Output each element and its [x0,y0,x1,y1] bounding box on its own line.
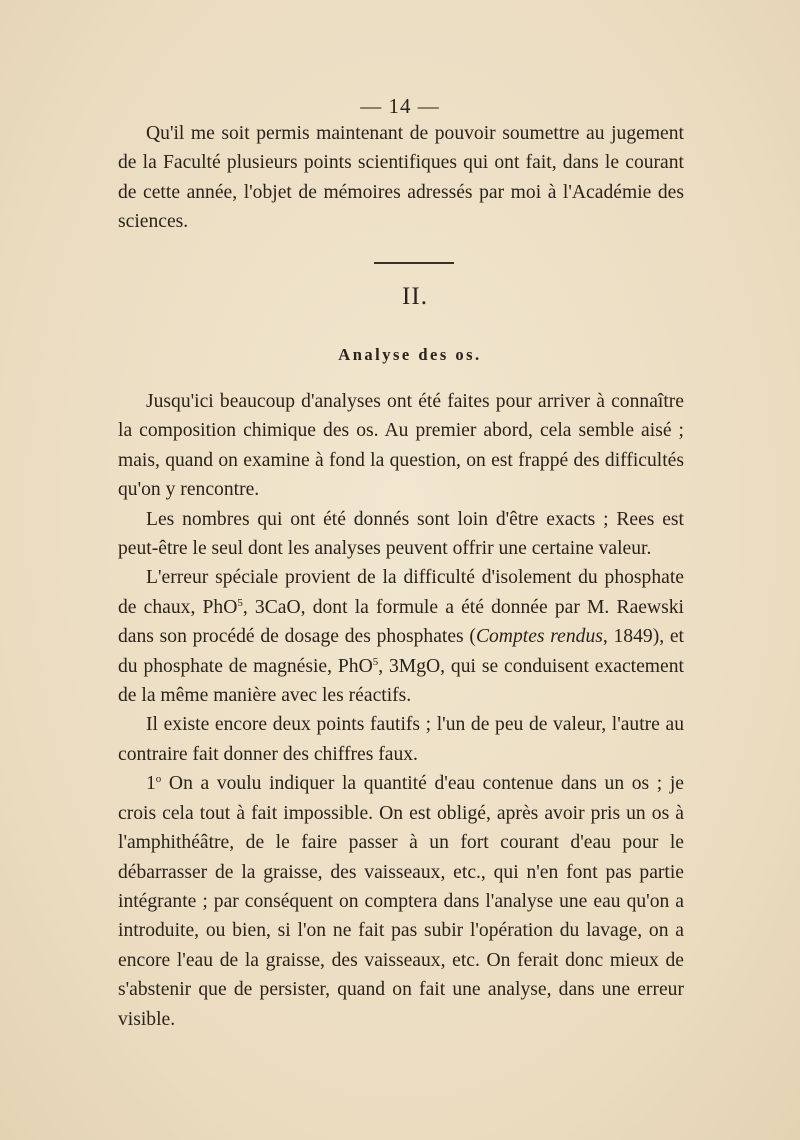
citation: Comptes rendus [475,626,603,648]
superscript: 5 [237,596,243,609]
paragraph-text: , 3CaO, dont la formule a été donnée par M. Raewski dans son procédé de dosage des phosphates ( [118,596,684,648]
page-number: — 14 — [360,94,440,118]
paragraph [118,769,684,1034]
paragraph-text: , 3MgO, qui se conduisent exactement de la même manière avec les réactifs. [118,655,684,707]
section-body [118,387,684,1034]
paragraph [118,563,684,710]
superscript: o [155,773,162,786]
section-title: Analyse des os. [338,345,482,364]
paragraph: Les nombres qui ont été donnés sont loin d'être exacts ; Rees est peut-être le seul dont les analyses peuvent offrir une certaine valeur. [118,508,684,560]
superscript: 5 [372,655,379,668]
paragraph: Il existe encore deux points fautifs ; l'un de peu de valeur, l'autre au contraire fait donner des chiffres faux. [118,714,684,765]
paragraph-text: On a voulu indiquer la quantité d'eau contenue dans un os ; je crois cela tout à fait impossible. On est obligé, après avoir pris un os à l'amphithéâtre, de le faire passer à un fort courant d'eau pour le débarrasser de la graisse, des vaisseaux, etc., qui n'en font pas partie intégrante ; par conséquent on comptera dans l'analyse une eau qu'on a introduite, ou bien, si l'on ne fait pas subir l'opération du lavage, on a encore l'eau de la graisse, des vaisseaux, etc. On ferait donc mieux de s'abstenir que de persister, quand on fait une analyse, dans une erreur visible. [118,773,684,1030]
section-number: II. [402,283,428,310]
intro-paragraph-block [118,119,684,237]
paragraph-text: L'erreur spéciale provient de la difficulté d'isolement du phosphate de chaux, PhO [118,567,684,618]
intro-paragraph: Qu'il me soit permis maintenant de pouvoir soumettre au jugement de la Faculté plusieurs points scientifiques qui ont fait, dans le courant de cette année, l'objet de mémoires adressés par moi à l'Académie des sciences. [118,123,684,233]
paragraph: Jusqu'ici beaucoup d'analyses ont été faites pour arriver à connaître la composition chimique des os. Au premier abord, cela semble aisé ; mais, quand on examine à fond la question, on est frappé des difficultés qu'on y rencontre. [118,391,684,501]
section-divider [374,262,454,264]
list-number: 1 [146,773,156,795]
paragraph-text: , 1849), et du phosphate de magnésie, PhO [118,626,685,677]
